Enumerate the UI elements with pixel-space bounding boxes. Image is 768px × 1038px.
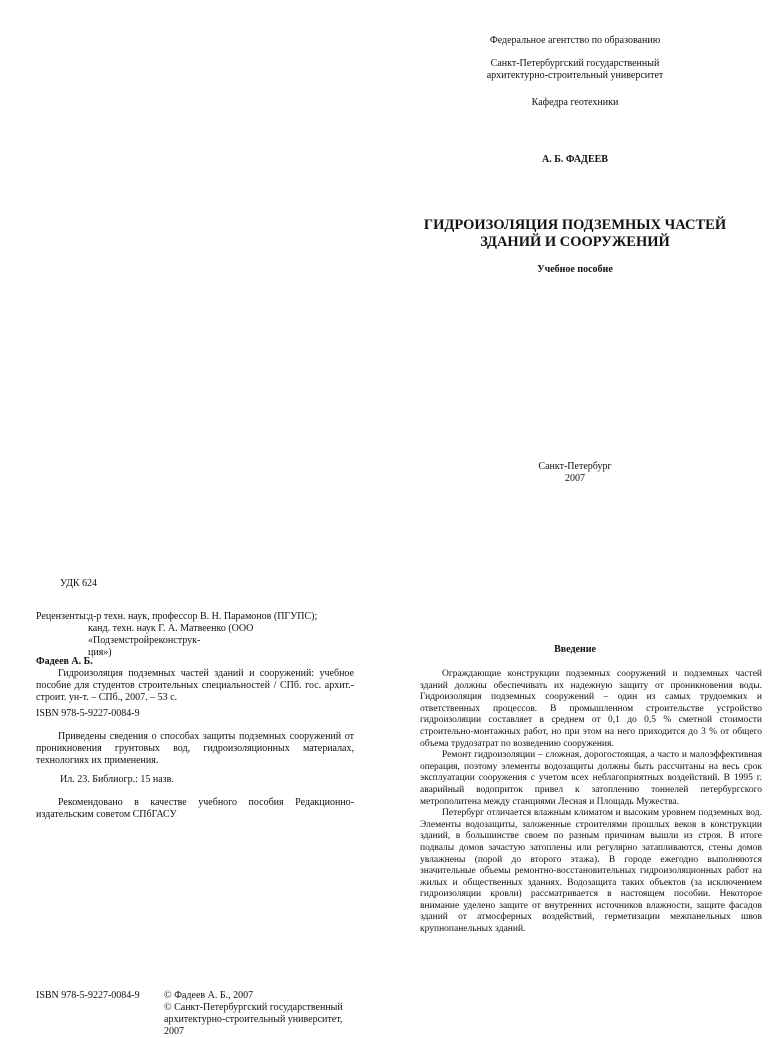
title-line-1: ГИДРОИЗОЛЯЦИЯ ПОДЗЕМНЫХ ЧАСТЕЙ [423, 217, 727, 233]
reviewer-2-continued: ция») [88, 647, 112, 658]
intro-paragraph-2: Ремонт гидроизоляции – сложная, дорогостоящая, а часто и малоэффективная операция, поэтому элементы водозащиты должны быть рассчитаны на весь срок эксплуатации сооружения с учетом всех неблагоприятных воздействий. В 1995 г. аварийный водоприток привел к затоплению тоннелей петербургского метрополитена между станциями Лесная и Площадь Мужества. [420, 750, 762, 807]
university-name [400, 58, 750, 82]
university-line-2: архитектурно-строительный университет [486, 70, 664, 81]
department-name: Кафедра геотехники [531, 97, 619, 108]
introduction-text [420, 669, 762, 936]
university-line-1: Санкт-Петербургский государственный [490, 58, 660, 69]
book-subtitle: Учебное пособие [537, 264, 613, 275]
copyright-university-2: архитектурно-строительный университет, 2007 [164, 1014, 343, 1037]
bib-author: Фадеев А. Б. [36, 656, 93, 667]
author-name: А. Б. ФАДЕЕВ [542, 154, 608, 165]
isbn: ISBN 978-5-9227-0084-9 [36, 708, 140, 719]
agency-name: Федеральное агентство по образованию [489, 35, 661, 46]
recommendation-note: Рекомендовано в качестве учебного пособия Редакционно-издательским советом СПбГАСУ [36, 797, 354, 820]
intro-paragraph-1: Ограждающие конструкции подземных сооружений и подземных частей зданий должны обеспечивать их надежную защиту от проникновения воды. Гидроизоляция подземных сооружений – один из самых трудоемких и ответственных процессов. В промышленном строительстве устройство гидроизоляции составляет в среднем от 0,1 до 0,5 % сметной стоимости строительно-монтажных работ, но при этом на него приходится до 3 % от общего объема трудозатрат по возведению сооружения. [420, 669, 762, 749]
isbn-bottom: ISBN 978-5-9227-0084-9 [36, 990, 140, 1001]
publication-city: Санкт-Петербург [538, 461, 612, 472]
bib-description: Гидроизоляция подземных частей зданий и сооружений: учебное пособие для студентов строительных специальностей / СПб. гос. архит.-строит. ун-т. – СПб., 2007. – 53 с. [36, 668, 354, 703]
introduction-heading: Введение [554, 644, 596, 655]
copyright-university-1: © Санкт-Петербургский государственный [164, 1002, 343, 1013]
reviewers-label: Рецензенты: [36, 611, 89, 622]
illustrations-count: Ил. 23. Библиогр.: 15 назв. [60, 774, 174, 785]
copyright-author: © Фадеев А. Б., 2007 [164, 990, 254, 1001]
book-title [400, 217, 750, 251]
annotation: Приведены сведения о способах защиты подземных сооружений от проникновения грунтовых вод, гидроизоляционных материалах, технологиях их применения. [36, 731, 354, 766]
publication-place-year [400, 461, 750, 485]
title-line-2: ЗДАНИЙ И СООРУЖЕНИЙ [480, 234, 670, 250]
copyright-block [164, 990, 364, 1038]
reviewers-block [36, 611, 354, 659]
bibliographic-record [36, 656, 354, 704]
udk-code: УДК 624 [60, 578, 98, 589]
intro-paragraph-3: Петербург отличается влажным климатом и высоким уровнем подземных вод. Элементы водозащиты, заложенные строителями прошлых веков в конструкции зданий, в большинстве своем по разным причинам вышли из строя. В итоге подвалы домов зачастую затоплены или регулярно затапливаются, стены домов увлажнены (порой до второго этажа). В городе ежегодно выполняются значительные объемы ремонтно-восстановительных гидроизоляционных работ на жилых и общественных зданиях. Водозащита таких объектов (за исключением гидроизоляции кровли) рассматривается в настоящем пособии. Некоторое внимание уделено защите от внутренних источников влажности, защите фасадов зданий от атмосферных воздействий, герметизации межпанельных швов крупнопанельных зданий. [420, 808, 762, 935]
publication-year: 2007 [565, 473, 585, 484]
reviewer-2: канд. техн. наук Г. А. Матвеенко (ООО «Подземстройреконструк- [88, 623, 254, 646]
reviewer-1: д-р техн. наук, профессор В. Н. Парамонов (ПГУПС); [88, 611, 318, 622]
